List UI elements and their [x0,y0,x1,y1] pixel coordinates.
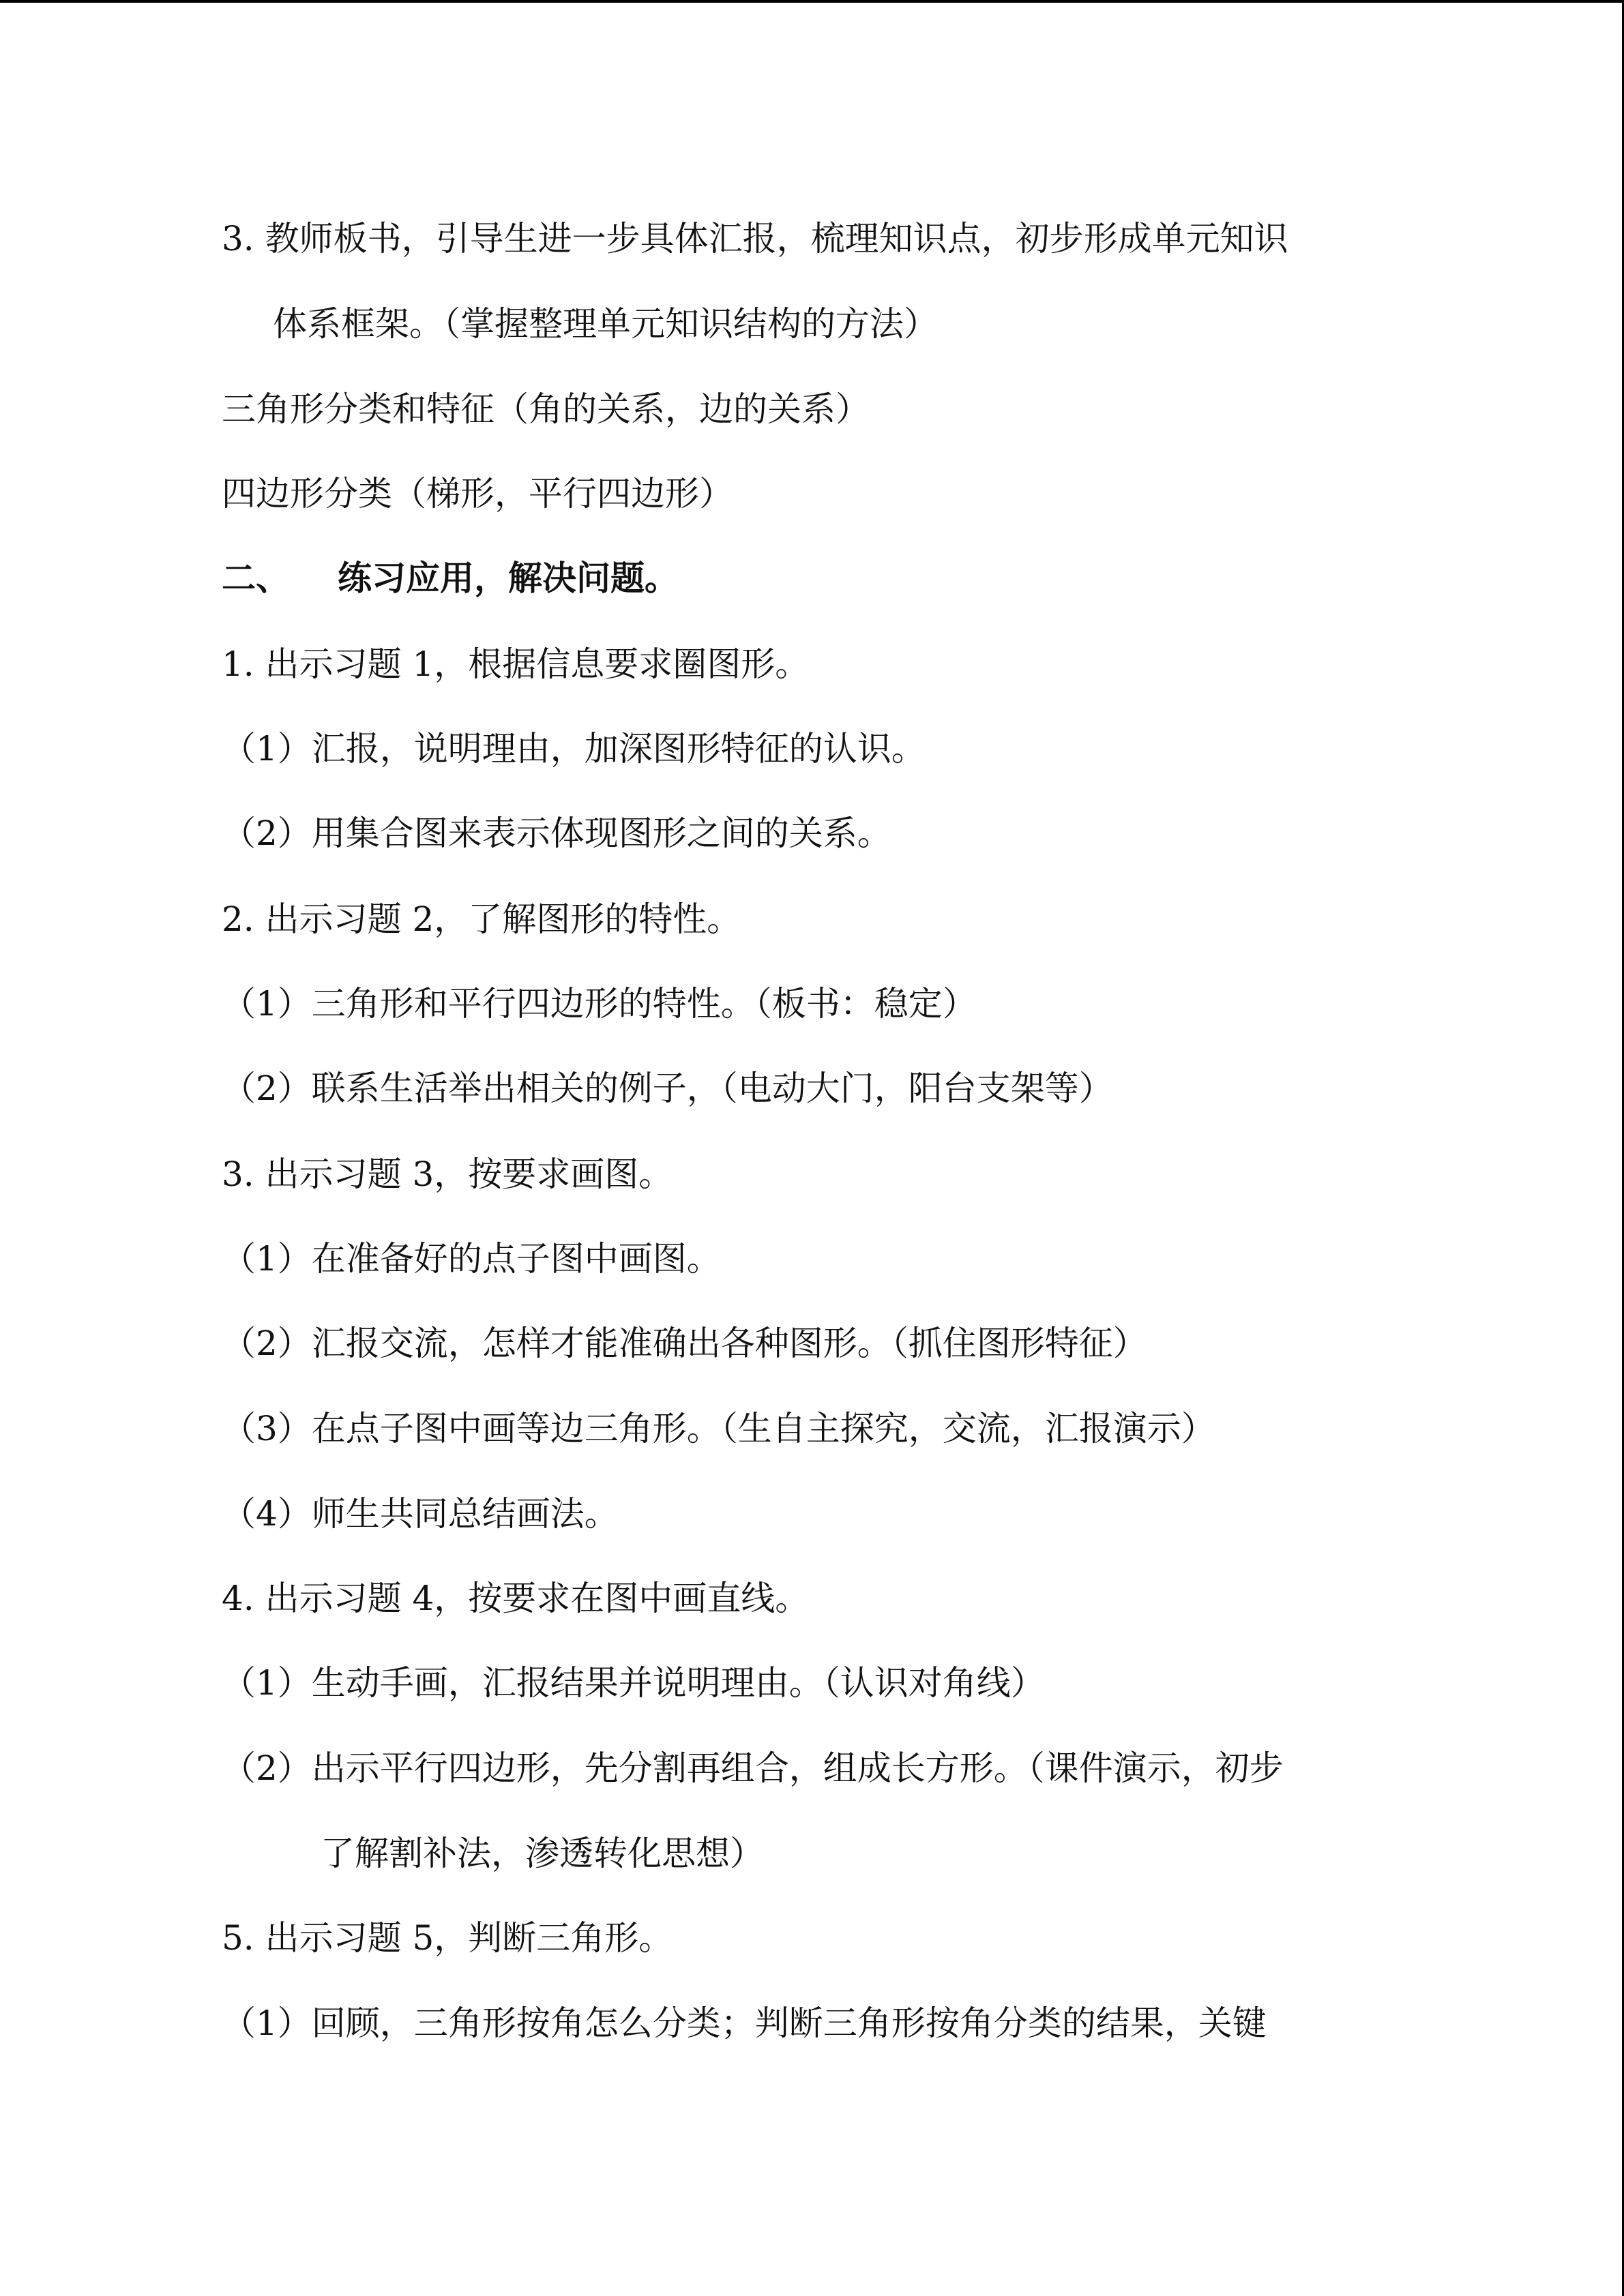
text-line: 4. 出示习题 4，按要求在图中画直线。 [222,1579,810,1618]
text-line: 体系框架。（掌握整理单元知识结构的方法） [273,304,938,344]
text-line: （3）在点子图中画等边三角形。（生自主探究，交流，汇报演示） [222,1409,1215,1448]
text-line: （1）生动手画，汇报结果并说明理由。（认识对角线） [222,1663,1045,1703]
text-line: 1. 出示习题 1，根据信息要求圈图形。 [222,644,810,684]
text-line: （4）师生共同总结画法。 [222,1494,619,1534]
text-line: 了解割补法，渗透转化思想） [321,1834,764,1873]
text-line: （1）三角形和平行四边形的特性。（板书：稳定） [222,984,977,1024]
section-number: 二、 [222,558,290,598]
section-heading [222,558,679,599]
text-line: 3. 出示习题 3，按要求画图。 [222,1154,673,1194]
text-line: （1）在准备好的点子图中画图。 [222,1239,721,1279]
text-line: （2）用集合图来表示体现图形之间的关系。 [222,814,891,853]
text-line: （2）联系生活举出相关的例子，（电动大门，阳台支架等） [222,1069,1113,1108]
text-line: （1）回顾，三角形按角怎么分类；判断三角形按角分类的结果，关键 [222,2003,1267,2043]
text-line: 三角形分类和特征（角的关系，边的关系） [222,389,870,429]
text-line: （1）汇报，说明理由，加深图形特征的认识。 [222,729,926,769]
text-line: 3. 教师板书，引导生进一步具体汇报，梳理知识点，初步形成单元知识 [222,219,1288,258]
section-title: 练习应用，解决问题。 [338,558,679,598]
text-line: （2）汇报交流，怎样才能准确出各种图形。（抓住图形特征） [222,1324,1147,1363]
text-line: 四边形分类（梯形，平行四边形） [222,474,733,513]
text-line: 2. 出示习题 2，了解图形的特性。 [222,899,741,939]
text-line: 5. 出示习题 5，判断三角形。 [222,1918,673,1958]
page-top-border [0,0,1624,3]
text-line: （2）出示平行四边形，先分割再组合，组成长方形。（课件演示，初步 [222,1748,1284,1788]
